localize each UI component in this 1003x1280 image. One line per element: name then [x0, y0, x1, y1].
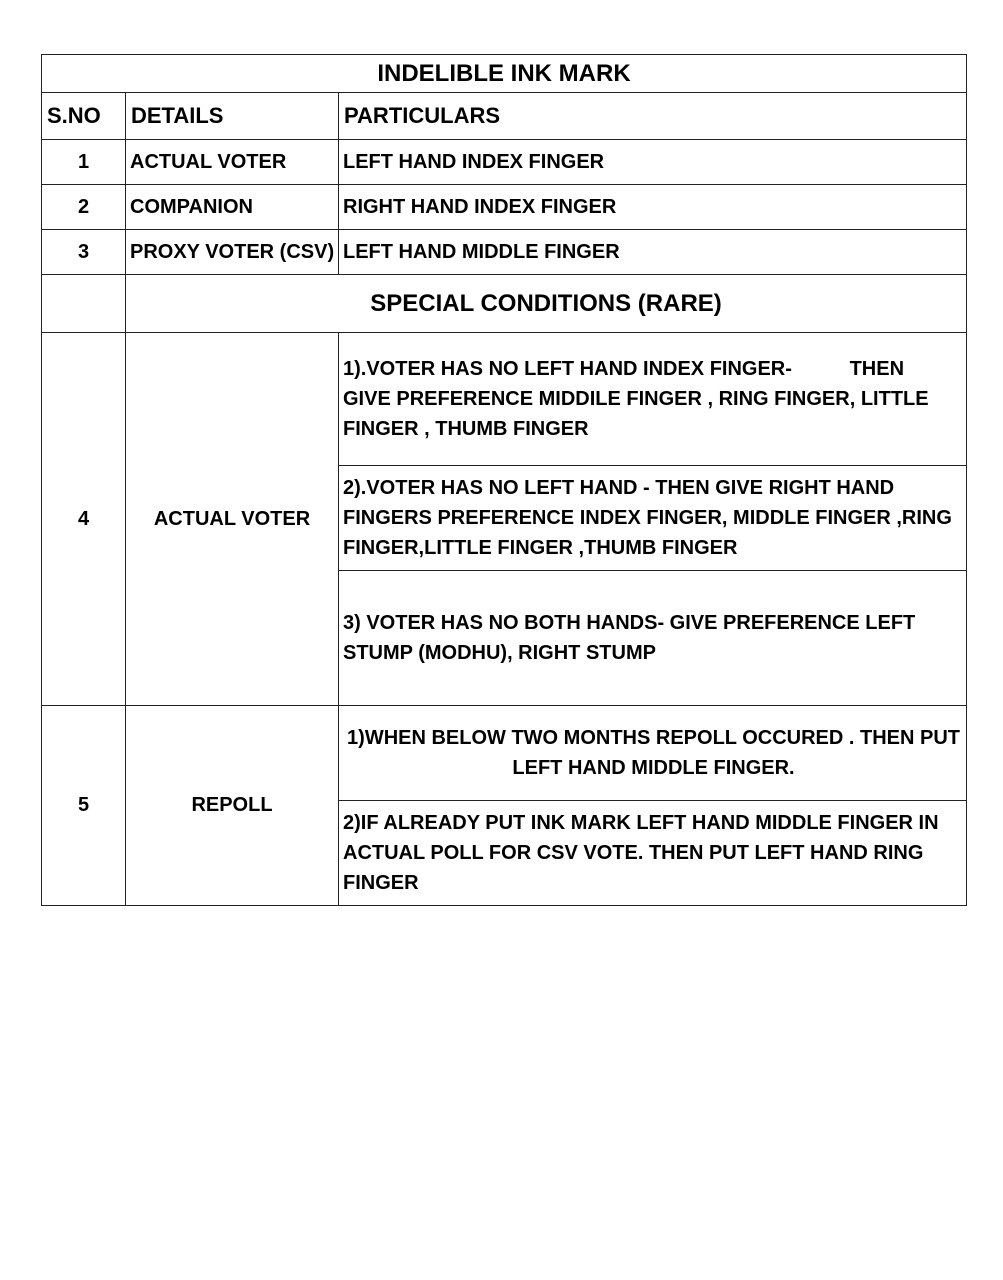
condition-item [339, 571, 966, 705]
header-sno: S.NO [42, 93, 126, 140]
special-conditions-row [42, 275, 967, 333]
row-sno: 1 [42, 140, 126, 185]
condition-text: 3) VOTER HAS NO BOTH HANDS- GIVE PREFERENCE LEFT [343, 612, 916, 634]
condition-text: 2)IF ALREADY PUT INK MARK LEFT HAND MIDDLE FINGER IN [343, 812, 939, 834]
condition-text: STUMP (MODHU), RIGHT STUMP [343, 642, 656, 664]
condition-text: GIVE PREFERENCE MIDDILE FINGER , RING FINGER, LITTLE [343, 388, 929, 410]
row-details: REPOLL [126, 706, 339, 906]
row-sno: 4 [42, 333, 126, 706]
special-conditions-title: SPECIAL CONDITIONS (RARE) [126, 275, 967, 333]
condition-item [339, 333, 966, 466]
table-row [42, 140, 967, 185]
condition-text: LEFT HAND MIDDLE FINGER. [512, 757, 795, 779]
row-details: PROXY VOTER (CSV) [126, 230, 339, 275]
header-details: DETAILS [126, 93, 339, 140]
table-row [42, 230, 967, 275]
table-row [42, 706, 967, 906]
ink-mark-table [41, 54, 967, 906]
condition-text: FINGER [343, 872, 419, 894]
row-particulars [339, 706, 967, 906]
condition-text: FINGER , THUMB FINGER [343, 418, 589, 440]
row-sno: 3 [42, 230, 126, 275]
row-details: ACTUAL VOTER [126, 140, 339, 185]
condition-item [339, 801, 966, 905]
condition-text: FINGER,LITTLE FINGER ,THUMB FINGER [343, 537, 738, 559]
row-particulars: LEFT HAND MIDDLE FINGER [339, 230, 967, 275]
condition-text: THEN [849, 358, 905, 380]
row-sno: 5 [42, 706, 126, 906]
header-particulars: PARTICULARS [339, 93, 967, 140]
row-particulars [339, 333, 967, 706]
table-row [42, 333, 967, 706]
table-title: INDELIBLE INK MARK [42, 55, 967, 93]
row-details: ACTUAL VOTER [126, 333, 339, 706]
header-row [42, 93, 967, 140]
condition-text: FINGERS PREFERENCE INDEX FINGER, MIDDLE FINGER ,RING [343, 507, 952, 529]
condition-text: 2).VOTER HAS NO LEFT HAND - THEN GIVE RIGHT HAND [343, 477, 895, 499]
condition-item [339, 706, 966, 801]
condition-text: 1)WHEN BELOW TWO MONTHS REPOLL OCCURED . THEN PUT [347, 727, 960, 749]
condition-text: 1).VOTER HAS NO LEFT HAND INDEX FINGER- [343, 358, 792, 380]
condition-item [339, 466, 966, 571]
table-row [42, 185, 967, 230]
row-sno: 2 [42, 185, 126, 230]
row-details: COMPANION [126, 185, 339, 230]
row-particulars: LEFT HAND INDEX FINGER [339, 140, 967, 185]
row-particulars: RIGHT HAND INDEX FINGER [339, 185, 967, 230]
condition-text: ACTUAL POLL FOR CSV VOTE. THEN PUT LEFT HAND RING [343, 842, 924, 864]
special-empty-cell [42, 275, 126, 333]
